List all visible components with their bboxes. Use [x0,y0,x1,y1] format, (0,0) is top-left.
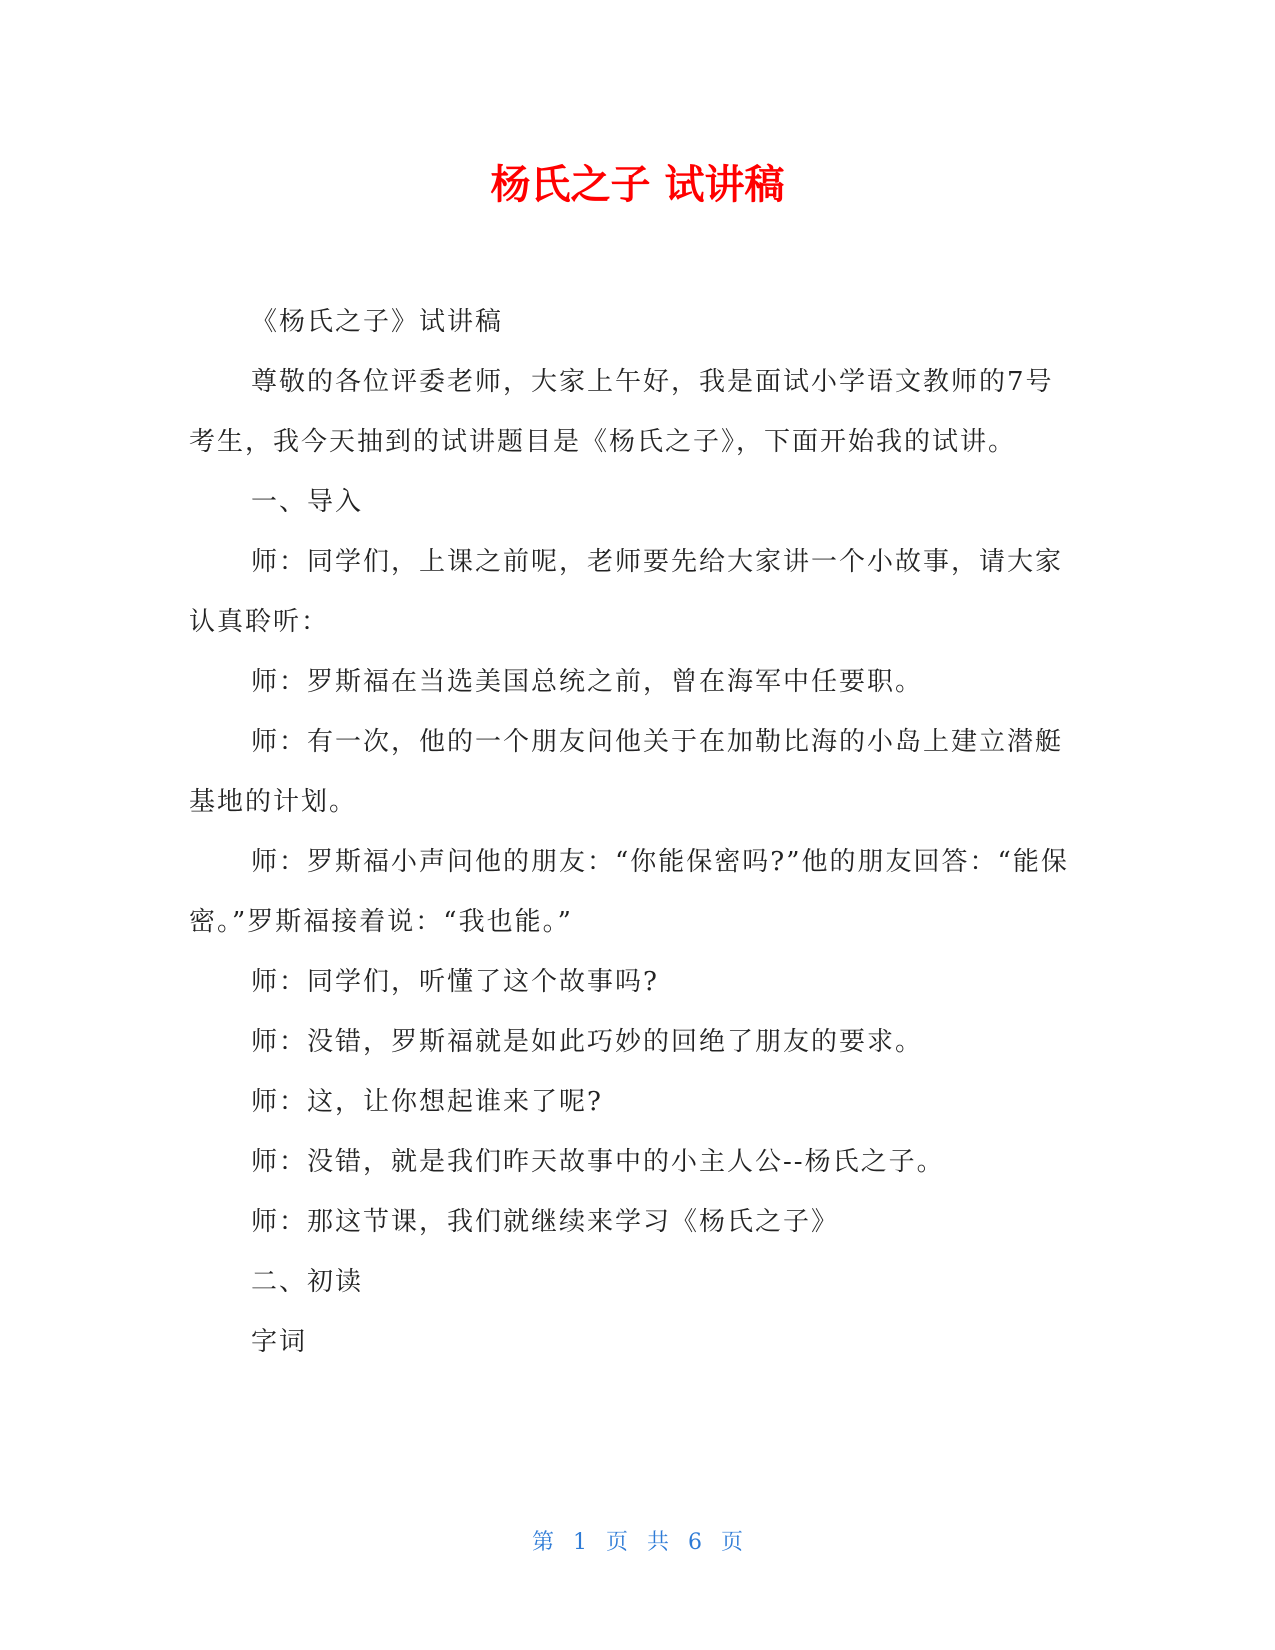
paragraph: 师：罗斯福小声问他的朋友：“你能保密吗?”他的朋友回答：“能保密。”罗斯福接着说：“我也能。” [189,847,1069,937]
paragraph: 师：同学们，上课之前呢，老师要先给大家讲一个小故事，请大家认真聆听： [189,547,1064,637]
paragraph: 师：没错，就是我们昨天故事中的小主人公--杨氏之子。 [251,1147,945,1177]
paragraph: 师：罗斯福在当选美国总统之前，曾在海军中任要职。 [251,667,924,697]
paragraph: 师：有一次，他的一个朋友问他关于在加勒比海的小岛上建立潜艇基地的计划。 [189,727,1064,817]
section-heading-intro: 一、导入 [251,487,364,517]
paragraph: 师：那这节课，我们就继续来学习《杨氏之子》 [251,1207,840,1237]
document-title: 杨氏之子 试讲稿 [490,162,785,208]
paragraph: 师：同学们，听懂了这个故事吗? [251,967,659,997]
paragraph: 师：没错，罗斯福就是如此巧妙的回绝了朋友的要求。 [251,1027,924,1057]
paragraph: 字词 [251,1327,308,1357]
footer-current-page: 1 [572,1530,587,1555]
footer-total-word: 共 [647,1530,670,1555]
page-number-footer [0,1528,1275,1558]
document-body [189,292,1079,1372]
footer-suffix: 页 [721,1530,744,1555]
paragraph-subtitle: 《杨氏之子》试讲稿 [251,307,504,337]
footer-total-pages: 6 [688,1530,703,1555]
footer-prefix: 第 [531,1530,554,1555]
section-heading-first-reading: 二、初读 [251,1267,364,1297]
footer-page-word: 页 [605,1530,628,1555]
paragraph-greeting: 尊敬的各位评委老师，大家上午好，我是面试小学语文教师的7号考生，我今天抽到的试讲题目是《杨氏之子》，下面开始我的试讲。 [189,367,1054,457]
paragraph: 师：这，让你想起谁来了呢? [251,1087,603,1117]
